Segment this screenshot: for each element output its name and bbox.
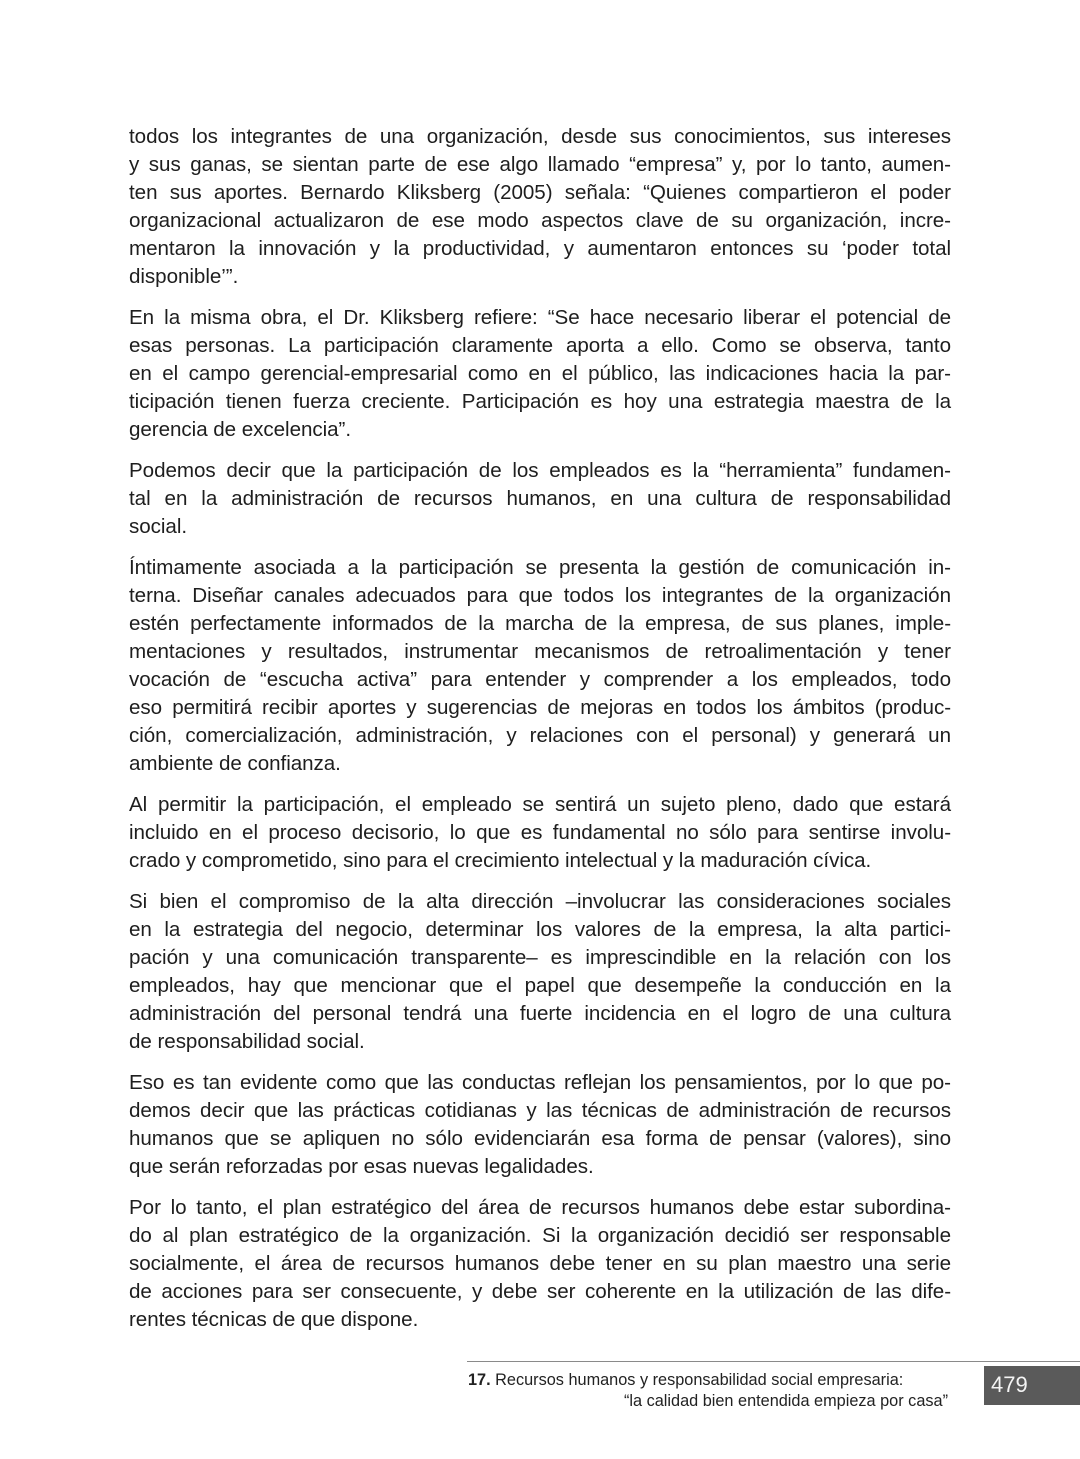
text-line: Íntimamente asociada a la participación se presenta la gestión de comunicación in- (129, 556, 951, 579)
text-line: todos los integrantes de una organización, desde sus conocimientos, sus intereses (129, 125, 951, 148)
text-line: empleados, hay que mencionar que el papel que desempeñe la conducción en la (129, 974, 951, 997)
footer-divider (467, 1361, 1080, 1362)
paragraph-6 (129, 888, 951, 1056)
text-line: de responsabilidad social. (129, 1030, 365, 1053)
text-line: socialmente, el área de recursos humanos debe tener en su plan maestro una serie (129, 1252, 951, 1275)
chapter-number: 17. (468, 1371, 491, 1389)
text-line: social. (129, 515, 188, 538)
text-line: disponible’”. (129, 265, 239, 288)
text-line: demos decir que las prácticas cotidianas y las técnicas de administración de recursos (129, 1099, 951, 1122)
text-line: en la estrategia del negocio, determinar los valores de la empresa, la alta partici- (129, 918, 951, 941)
chapter-subtitle: “la calidad bien entendida empieza por casa” (623, 1392, 948, 1410)
text-line: administración del personal tendrá una fuerte incidencia en el logro de una cultura (129, 1002, 951, 1025)
text-line: ten sus aportes. Bernardo Kliksberg (2005) señala: “Quienes compartieron el poder (129, 181, 951, 204)
paragraph-4 (129, 554, 951, 778)
page-number: 479 (991, 1372, 1028, 1397)
text-line: ambiente de confianza. (129, 752, 341, 775)
text-line: tal en la administración de recursos humanos, en una cultura de responsabilidad (129, 487, 951, 510)
paragraph-5 (129, 791, 951, 875)
text-line: pación y una comunicación transparente– es imprescindible en la relación con los (129, 946, 951, 969)
running-footer (440, 1370, 948, 1412)
text-line: En la misma obra, el Dr. Kliksberg refiere: “Se hace necesario liberar el potencial de (129, 306, 951, 329)
text-line: mentaciones y resultados, instrumentar mecanismos de retroalimentación y tener (129, 640, 951, 663)
chapter-title: Recursos humanos y responsabilidad social empresaria: (490, 1371, 904, 1389)
paragraph-3 (129, 457, 951, 541)
text-line: en el campo gerencial-empresarial como en el público, las indicaciones hacia la par- (129, 362, 951, 385)
text-line: humanos que se apliquen no sólo evidenciarán esa forma de pensar (valores), sino (129, 1127, 951, 1150)
text-line: estén perfectamente informados de la marcha de la empresa, de sus planes, imple- (129, 612, 951, 635)
text-line: que serán reforzadas por esas nuevas legalidades. (129, 1155, 594, 1178)
paragraph-2 (129, 304, 951, 444)
text-line: Podemos decir que la participación de los empleados es la “herramienta” fundamen- (129, 459, 951, 482)
text-line: vocación de “escucha activa” para entender y comprender a los empleados, todo (129, 668, 951, 691)
text-line: rentes técnicas de que dispone. (129, 1308, 419, 1331)
paragraph-1 (129, 123, 951, 291)
text-line: ticipación tienen fuerza creciente. Participación es hoy una estrategia maestra de la (129, 390, 951, 413)
text-line: eso permitirá recibir aportes y sugerencias de mejoras en todos los ámbitos (produc- (129, 696, 951, 719)
text-line: y sus ganas, se sientan parte de ese algo llamado “empresa” y, por lo tanto, aumen- (129, 153, 951, 176)
text-line: gerencia de excelencia”. (129, 418, 352, 441)
paragraph-8 (129, 1194, 951, 1334)
paragraph-7 (129, 1069, 951, 1181)
text-line: terna. Diseñar canales adecuados para que todos los integrantes de la organización (129, 584, 951, 607)
text-line: ción, comercialización, administración, y relaciones con el personal) y generará un (129, 724, 951, 747)
text-line: incluido en el proceso decisorio, lo que es fundamental no sólo para sentirse involu- (129, 821, 951, 844)
text-line: Por lo tanto, el plan estratégico del área de recursos humanos debe estar subordina- (129, 1196, 951, 1219)
chapter-title-line-1 (440, 1370, 948, 1391)
text-line: Al permitir la participación, el empleado se sentirá un sujeto pleno, dado que estará (129, 793, 951, 816)
text-line: Eso es tan evidente como que las conductas reflejan los pensamientos, por lo que po- (129, 1071, 951, 1094)
page-body (129, 123, 951, 1347)
text-line: organizacional actualizaron de ese modo aspectos clave de su organización, incre- (129, 209, 951, 232)
text-line: de acciones para ser consecuente, y debe ser coherente en la utilización de las dife- (129, 1280, 951, 1303)
text-line: do al plan estratégico de la organización. Si la organización decidió ser responsable (129, 1224, 951, 1247)
text-line: mentaron la innovación y la productividad, y aumentaron entonces su ‘poder total (129, 237, 951, 260)
page-number-box (984, 1366, 1080, 1405)
text-line: esas personas. La participación claramente aporta a ello. Como se observa, tanto (129, 334, 951, 357)
text-line: Si bien el compromiso de la alta dirección –involucrar las consideraciones sociales (129, 890, 951, 913)
text-line: crado y comprometido, sino para el crecimiento intelectual y la maduración cívica. (129, 849, 872, 872)
